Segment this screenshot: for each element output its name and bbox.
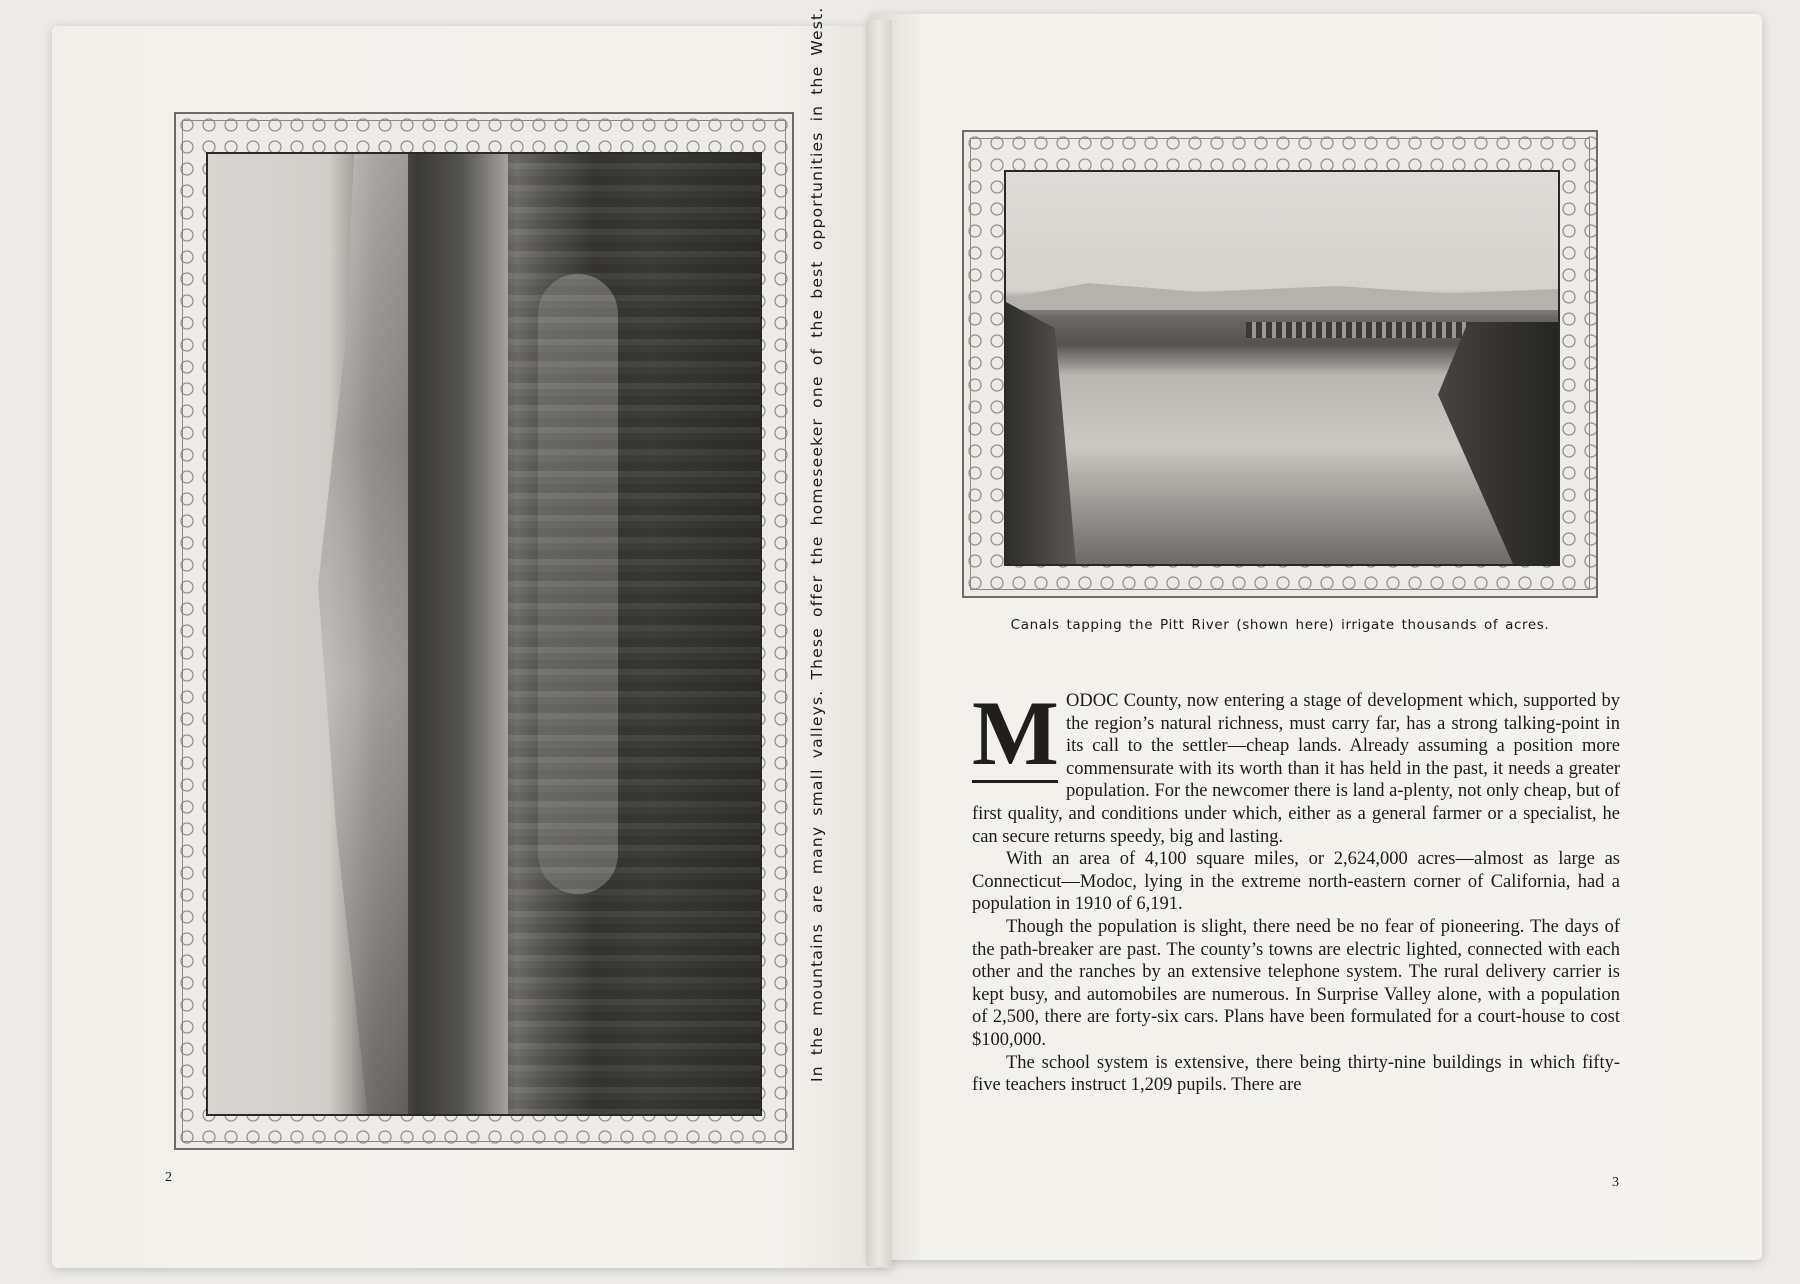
canal-bridge	[1246, 322, 1496, 338]
paragraph-2: With an area of 4,100 square miles, or 2,624,000 acres—almost as large as Connecticut—Modoc, lying in the extreme north-eastern corner of California, had a population in 1910 of 6,191.	[972, 849, 1620, 915]
page-number-right: 3	[1612, 1175, 1619, 1190]
ornamental-frame-right	[962, 130, 1598, 598]
paragraph-1-text: ODOC County, now entering a stage of development which, supported by the region’s natural richness, must carry far, has a strong talking-point in its call to the settler—cheap lands. Already assuming a position more commensurate with its worth than it has held in the past, it needs a greater population. For the newcomer there is land a-plenty, not only cheap, but of first quality, and conditions under which, either as a general farmer or a specialist, he can secure returns speedy, big and lasting.	[972, 691, 1620, 847]
paragraph-4: The school system is extensive, there being thirty-nine buildings in which fifty-five teachers instruct 1,209 pupils. There are	[972, 1052, 1620, 1096]
right-photo-caption: Canals tapping the Pitt River (shown here) irrigate thousands of acres.	[1010, 617, 1550, 633]
page-number-left: 2	[165, 1170, 172, 1185]
mountain-ridge	[318, 154, 408, 1114]
left-photo-caption: In the mountains are many small valleys. These offer the homeseeker one of the best opportunities in the West.	[808, 6, 826, 1082]
forest-trees	[508, 154, 760, 1114]
ornamental-frame-left	[174, 112, 794, 1150]
distant-hills	[1006, 280, 1558, 310]
mountain-valley-photo	[206, 152, 762, 1116]
right-riverbank	[1408, 322, 1558, 564]
paragraph-3: Though the population is slight, there need be no fear of pioneering. The days of the path-breaker are past. The county’s towns are electric lighted, connected with each other and the ranches by an extensive telephone system. The rural delivery carrier is kept busy, and automobiles are numerous. In Surprise Valley alone, with a population of 2,500, there are forty-six cars. Plans have been formulated for a court-house to cost $100,000.	[972, 916, 1620, 1050]
pitt-river-canal-photo	[1004, 170, 1560, 566]
left-riverbank	[1006, 302, 1076, 564]
booklet-gutter	[866, 20, 892, 1266]
dropcap-letter: M	[972, 682, 1059, 784]
paragraph-1	[972, 682, 1620, 848]
article-body	[972, 682, 1620, 1097]
